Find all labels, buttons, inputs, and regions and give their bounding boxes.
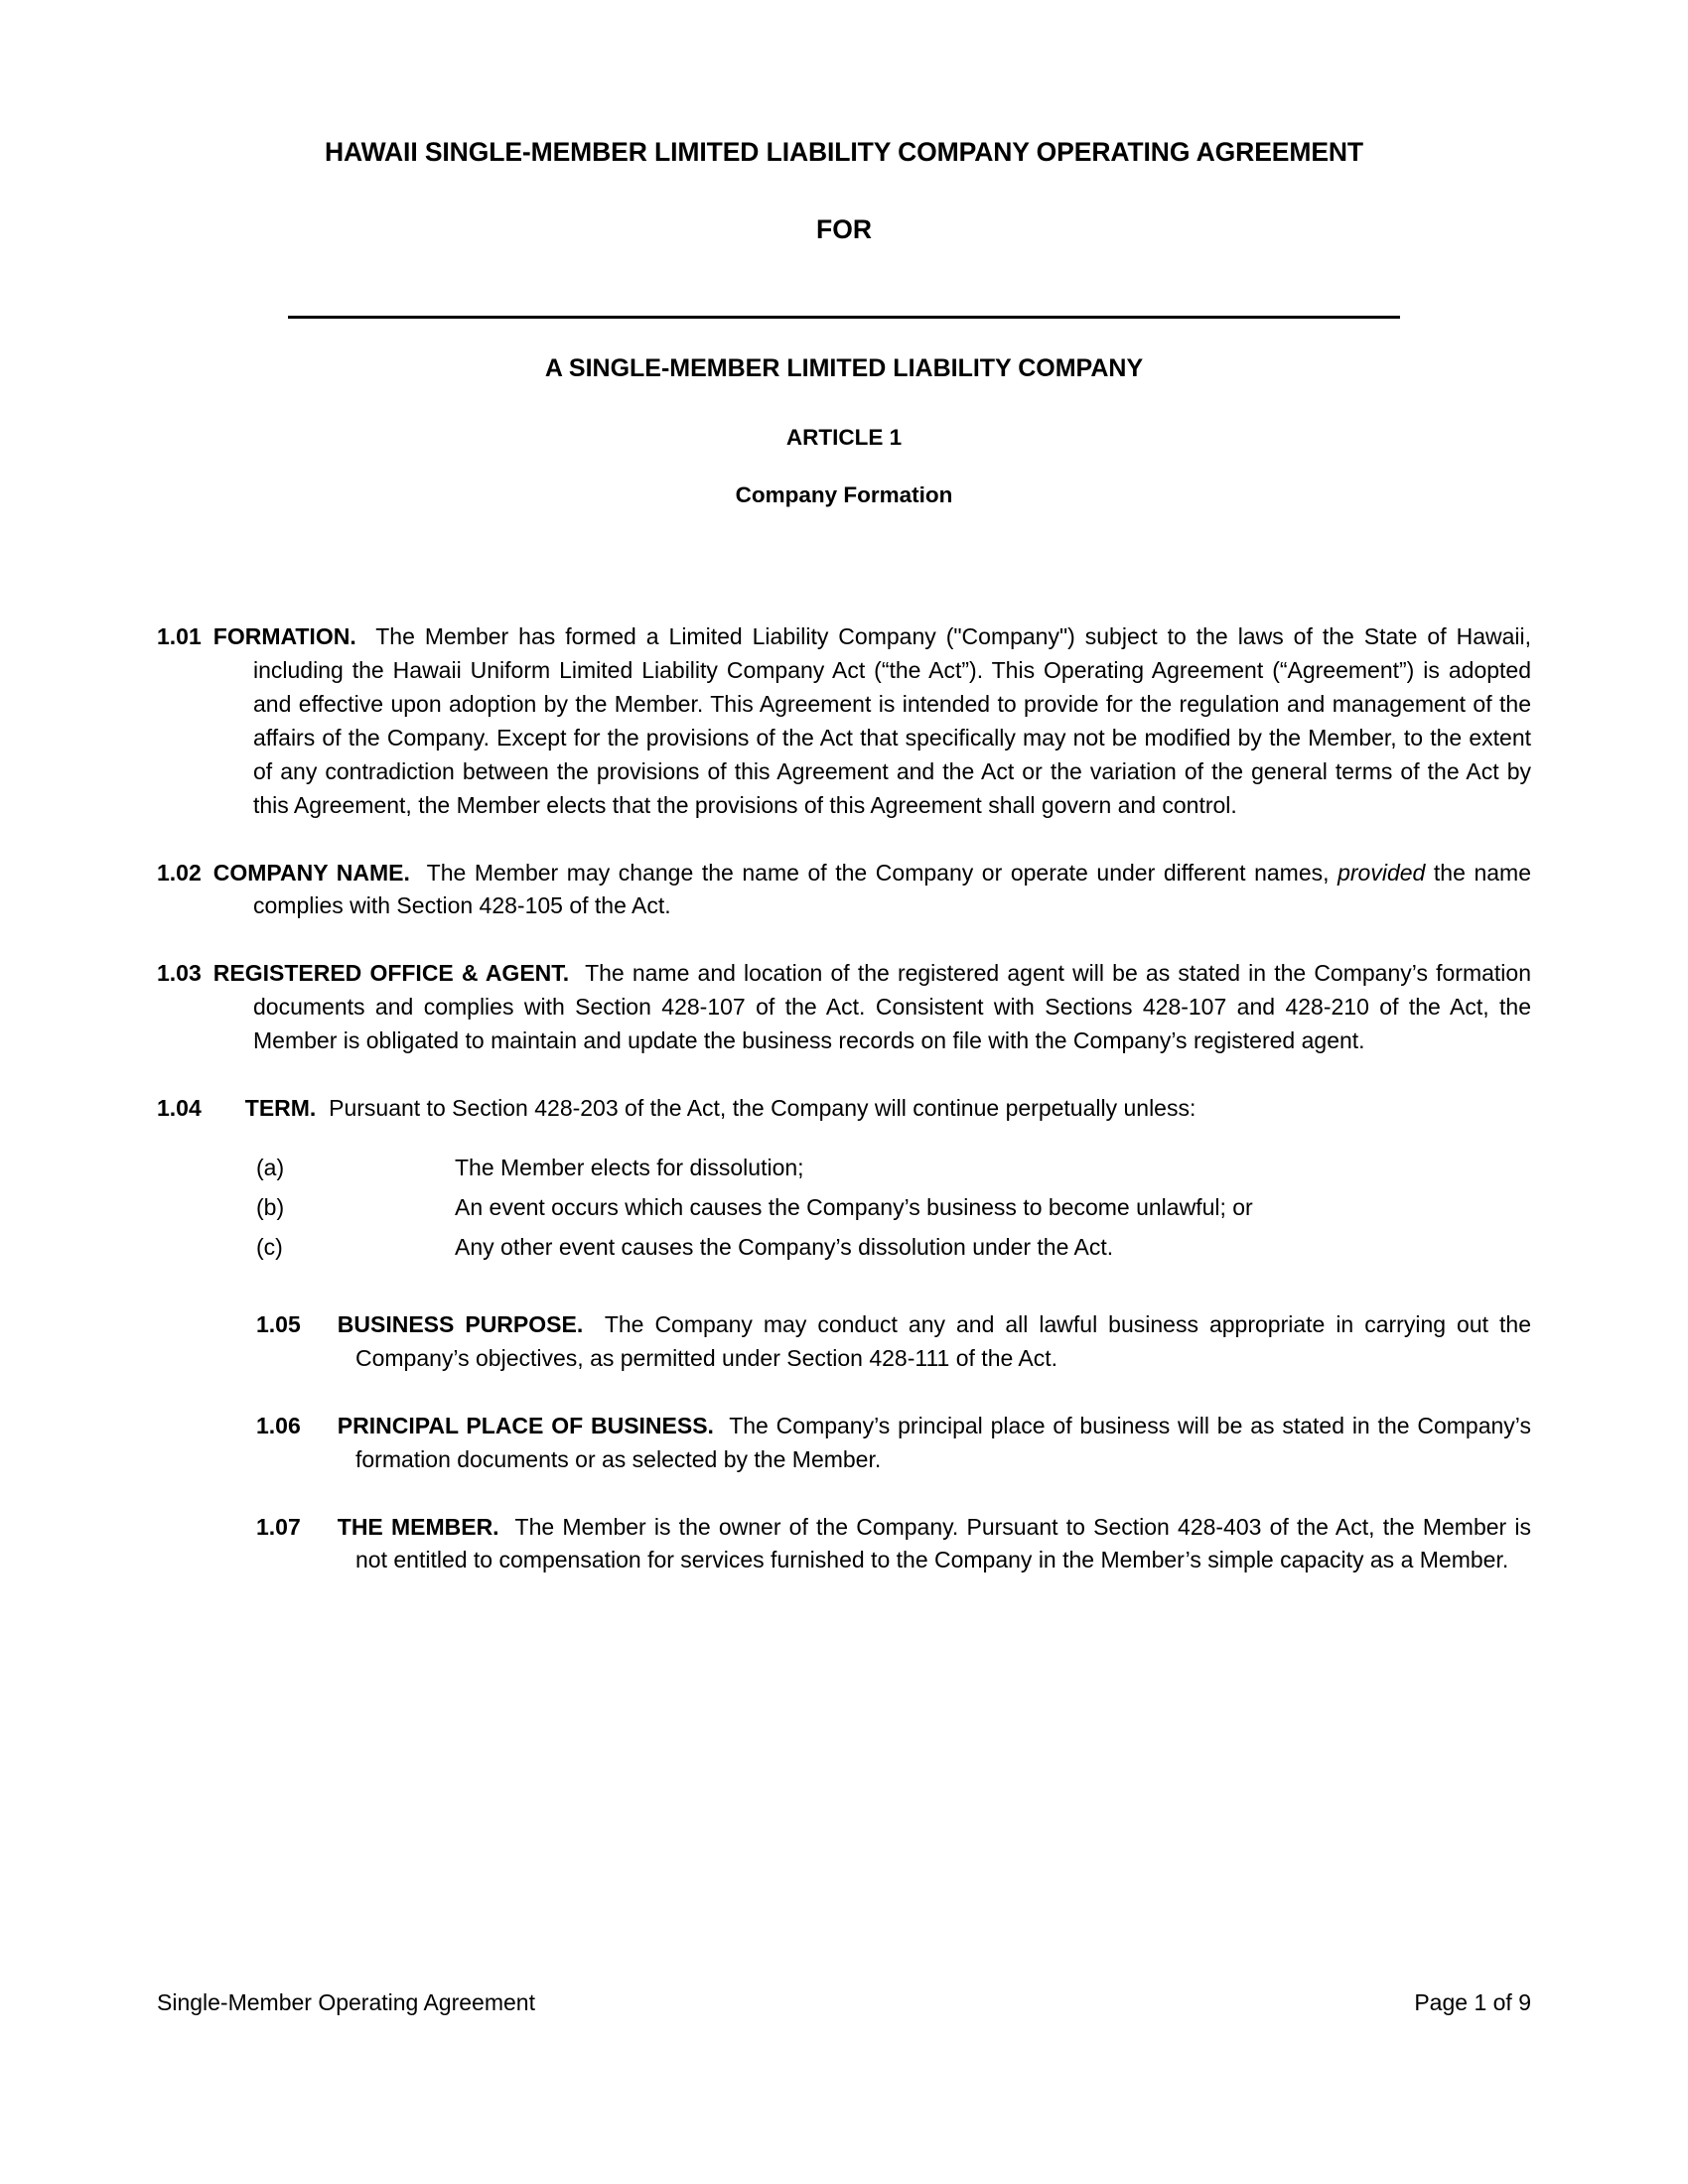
clause-label: COMPANY NAME. bbox=[212, 859, 410, 886]
clause-text-after-italic: the name complies with Section 428-105 of the Act. bbox=[253, 859, 1531, 919]
clause-text: The Member has formed a Limited Liability Company ("Company") subject to the laws of the State of Hawaii, including the Hawaii Uniform Limited Liability Company Act (“the Act”). This Operating Agreement (“Agreement”) is adopted and effective upon adoption by the Member. This Agreement is intended to provide for the regulation and management of the affairs of the Company. Except for the provisions of the Act that specifically may not be modified by the Member, to the extent of any contradiction between the provisions of this Agreement and the Act or the variation of the general terms of the Act by this Agreement, the Member elects that the provisions of this Agreement shall govern and control. bbox=[253, 623, 1531, 818]
clause-label: FORMATION. bbox=[212, 623, 356, 649]
company-name-blank-line[interactable] bbox=[288, 316, 1400, 319]
clause-number: 1.06 bbox=[256, 1412, 301, 1438]
clause-1-03 bbox=[157, 957, 1531, 1058]
company-name-fill-row bbox=[157, 242, 1531, 319]
clause-italic-word: provided bbox=[1337, 859, 1426, 886]
article-heading: ARTICLE 1 bbox=[785, 425, 903, 450]
list-marker: (a) bbox=[256, 1155, 285, 1181]
clause-label: THE MEMBER. bbox=[337, 1513, 499, 1540]
list-marker: (b) bbox=[256, 1193, 285, 1220]
clause-1-02 bbox=[157, 857, 1531, 924]
clause-1-01 bbox=[157, 620, 1531, 823]
clause-number: 1.07 bbox=[256, 1513, 301, 1540]
page-footer bbox=[157, 1989, 1531, 2017]
article-subheading: Company Formation bbox=[735, 481, 953, 507]
document-subtitle: A SINGLE-MEMBER LIMITED LIABILITY COMPANY bbox=[544, 354, 1144, 382]
clause-text: Pursuant to Section 428-203 of the Act, the Company will continue perpetually unless: bbox=[329, 1095, 1196, 1122]
clause-label: TERM. bbox=[244, 1095, 317, 1122]
clause-text: The Member is the owner of the Company. Pursuant to Section 428-403 of the Act, the Member is not entitled to compensation for services furnished to the Company in the Member’s simple capacity as a Member. bbox=[355, 1513, 1531, 1573]
clause-label: PRINCIPAL PLACE OF BUSINESS. bbox=[337, 1412, 714, 1438]
clause-text: The name and location of the registered agent will be as stated in the Company’s formation documents and complies with Section 428-107 of the Act. Consistent with Sections 428-107 and 428-210 of the Act, the Member is obligated to maintain and update the business records on file with the Company’s registered agent. bbox=[253, 960, 1531, 1054]
document-title: HAWAII SINGLE-MEMBER LIMITED LIABILITY COMPANY OPERATING AGREEMENT bbox=[324, 137, 1364, 167]
list-item bbox=[256, 1152, 1531, 1185]
clause-number: 1.03 bbox=[157, 960, 202, 987]
clause-1-05 bbox=[256, 1308, 1531, 1376]
clause-label: BUSINESS PURPOSE. bbox=[337, 1310, 584, 1337]
list-item bbox=[256, 1231, 1531, 1265]
list-item-text: Any other event causes the Company’s dissolution under the Act. bbox=[455, 1233, 1114, 1260]
clause-text: The Company’s principal place of business will be as stated in the Company’s formation documents or as selected by the Member. bbox=[355, 1412, 1531, 1472]
list-bottom-spacer bbox=[157, 1271, 1531, 1308]
list-item-text: An event occurs which causes the Company’s business to become unlawful; or bbox=[455, 1193, 1253, 1220]
list-marker: (c) bbox=[256, 1233, 283, 1260]
list-item bbox=[256, 1191, 1531, 1225]
footer-document-name: Single-Member Operating Agreement bbox=[157, 1989, 535, 2016]
document-body bbox=[157, 620, 1531, 1611]
clause-1-07 bbox=[256, 1511, 1531, 1578]
list-item-text: The Member elects for dissolution; bbox=[455, 1155, 804, 1181]
document-title-for: FOR bbox=[816, 213, 872, 244]
footer-page-number: Page 1 of 9 bbox=[1414, 1989, 1531, 2016]
clause-number: 1.04 bbox=[157, 1095, 202, 1122]
clause-1-06 bbox=[256, 1410, 1531, 1477]
title-block bbox=[157, 139, 1531, 506]
clause-text: The Company may conduct any and all lawful business appropriate in carrying out the Company’s objectives, as permitted under Section 428-111 of the Act. bbox=[355, 1310, 1531, 1371]
clause-label: REGISTERED OFFICE & AGENT. bbox=[212, 960, 570, 987]
clause-number: 1.05 bbox=[256, 1310, 301, 1337]
clause-text-before-italic: The Member may change the name of the Company or operate under different names, bbox=[426, 859, 1338, 886]
clause-number: 1.02 bbox=[157, 859, 202, 886]
clause-1-04 bbox=[157, 1092, 1531, 1126]
clause-number: 1.01 bbox=[157, 623, 202, 649]
term-conditions-list bbox=[157, 1152, 1531, 1265]
